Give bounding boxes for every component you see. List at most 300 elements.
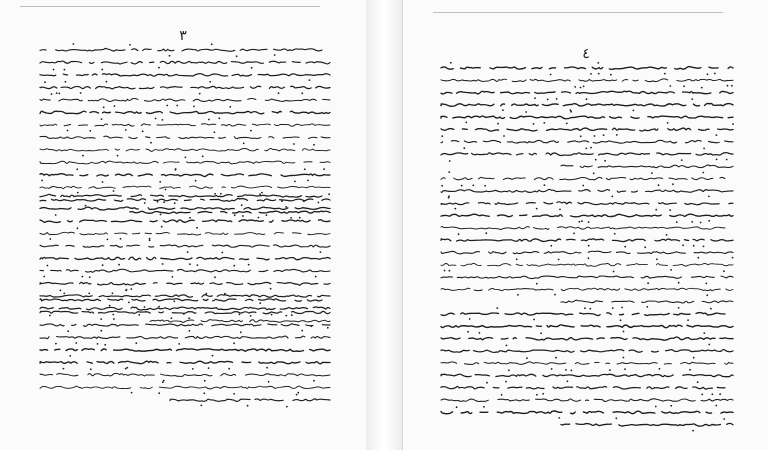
diacritic-dot	[290, 217, 292, 219]
diacritic-dot	[503, 135, 505, 137]
diacritic-dot	[659, 368, 661, 370]
diacritic-dot	[241, 204, 243, 206]
diacritic-dot	[304, 168, 306, 170]
diacritic-dot	[726, 159, 728, 161]
diacritic-dot	[248, 264, 250, 266]
diacritic-dot	[313, 380, 315, 382]
diacritic-dot	[204, 380, 206, 382]
diacritic-dot	[502, 109, 504, 111]
handwritten-line	[441, 325, 733, 328]
diacritic-dot	[647, 282, 649, 284]
right-handwritten-text-block	[403, 0, 768, 450]
diacritic-dot	[274, 54, 276, 56]
handwritten-line	[441, 91, 733, 94]
diacritic-dot	[707, 73, 709, 75]
diacritic-dot	[175, 169, 177, 171]
diacritic-dot	[691, 221, 693, 223]
diacritic-dot	[732, 123, 734, 125]
diacritic-dot	[567, 380, 569, 382]
diacritic-dot	[69, 355, 71, 357]
diacritic-dot	[102, 264, 104, 266]
diacritic-dot	[118, 264, 120, 266]
diacritic-dot	[73, 43, 75, 45]
diacritic-dot	[669, 85, 671, 87]
diacritic-dot	[588, 221, 590, 223]
diacritic-dot	[624, 246, 626, 248]
diacritic-dot	[67, 130, 69, 132]
diacritic-dot	[158, 67, 160, 69]
diacritic-dot	[542, 393, 544, 395]
diacritic-dot	[693, 357, 695, 359]
diacritic-dot	[441, 185, 443, 187]
diacritic-dot	[149, 239, 151, 241]
diacritic-dot	[125, 368, 127, 370]
diacritic-dot	[701, 87, 703, 89]
handwritten-line	[40, 373, 330, 376]
diacritic-dot	[97, 343, 99, 345]
diacritic-dot	[239, 313, 241, 315]
diacritic-dot	[163, 201, 165, 203]
diacritic-dot	[203, 392, 205, 394]
diacritic-dot	[479, 332, 481, 334]
diacritic-dot	[565, 369, 567, 371]
diacritic-dot	[76, 168, 78, 170]
diacritic-dot	[327, 327, 329, 329]
diacritic-dot	[178, 343, 180, 345]
handwritten-line	[40, 295, 330, 298]
diacritic-dot	[162, 381, 164, 383]
diacritic-dot	[497, 123, 499, 125]
diacritic-dot	[55, 343, 57, 345]
diacritic-dot	[218, 117, 220, 119]
diacritic-dot	[583, 86, 585, 88]
diacritic-dot	[610, 74, 612, 76]
diacritic-dot	[160, 214, 162, 216]
handwritten-line	[40, 307, 330, 310]
diacritic-dot	[106, 81, 108, 83]
handwritten-line	[441, 79, 733, 82]
diacritic-dot	[100, 330, 102, 332]
handwritten-line	[561, 300, 733, 303]
diacritic-dot	[155, 118, 157, 120]
handwritten-line	[40, 161, 330, 164]
diacritic-dot	[633, 110, 635, 112]
diacritic-dot	[691, 98, 693, 100]
diacritic-dot	[100, 318, 102, 320]
handwritten-line	[40, 136, 330, 138]
diacritic-dot	[597, 62, 599, 64]
diacritic-dot	[240, 331, 242, 333]
diacritic-dot	[708, 196, 710, 198]
diacritic-dot	[193, 106, 195, 108]
handwritten-line	[40, 324, 330, 327]
diacritic-dot	[158, 392, 160, 394]
diacritic-dot	[200, 405, 202, 407]
diacritic-dot	[43, 276, 45, 278]
diacritic-dot	[163, 380, 165, 382]
diacritic-dot	[189, 263, 191, 265]
diacritic-dot	[214, 276, 216, 278]
diacritic-dot	[189, 217, 191, 219]
handwritten-line	[40, 282, 330, 285]
right-manuscript-page	[402, 0, 768, 450]
handwritten-line	[441, 128, 733, 131]
diacritic-dot	[120, 238, 122, 240]
diacritic-dot	[53, 69, 55, 71]
diacritic-dot	[281, 200, 283, 202]
handwritten-line	[441, 313, 725, 316]
diacritic-dot	[687, 319, 689, 321]
diacritic-dot	[63, 293, 65, 295]
diacritic-dot	[112, 314, 114, 316]
handwritten-line	[441, 362, 733, 365]
diacritic-dot	[113, 318, 115, 320]
book-gutter	[366, 0, 402, 450]
handwritten-line	[561, 165, 733, 168]
diacritic-dot	[508, 369, 510, 371]
diacritic-dot	[104, 344, 106, 346]
diacritic-dot	[703, 246, 705, 248]
diacritic-dot	[710, 308, 712, 310]
diacritic-dot	[166, 105, 168, 107]
diacritic-dot	[126, 367, 128, 369]
handwritten-line	[441, 227, 725, 230]
diacritic-dot	[323, 168, 325, 170]
diacritic-dot	[593, 172, 595, 174]
diacritic-dot	[678, 307, 680, 309]
diacritic-dot	[162, 119, 164, 121]
diacritic-dot	[723, 270, 725, 272]
diacritic-dot	[551, 368, 553, 370]
diacritic-dot	[449, 270, 451, 272]
diacritic-dot	[243, 143, 245, 145]
handwritten-line	[40, 98, 330, 101]
diacritic-dot	[613, 271, 615, 273]
diacritic-dot	[624, 368, 626, 370]
diacritic-dot	[169, 55, 171, 57]
diacritic-dot	[77, 227, 79, 229]
diacritic-dot	[550, 245, 552, 247]
diacritic-dot	[588, 257, 590, 259]
diacritic-dot	[517, 294, 519, 296]
diacritic-dot	[486, 382, 488, 384]
handwritten-line	[150, 320, 330, 323]
diacritic-dot	[150, 142, 152, 144]
diacritic-dot	[291, 314, 293, 316]
handwritten-line	[441, 350, 733, 353]
diacritic-dot	[693, 245, 695, 247]
diacritic-dot	[197, 264, 199, 266]
diacritic-dot	[582, 185, 584, 187]
diacritic-dot	[89, 276, 91, 278]
diacritic-dot	[296, 394, 298, 396]
diacritic-dot	[247, 405, 249, 407]
diacritic-dot	[703, 148, 705, 150]
diacritic-dot	[678, 282, 680, 284]
diacritic-dot	[224, 293, 226, 295]
diacritic-dot	[209, 81, 211, 83]
diacritic-dot	[258, 217, 260, 219]
diacritic-dot	[278, 92, 280, 94]
diacritic-dot	[594, 135, 596, 137]
diacritic-dot	[165, 189, 167, 191]
diacritic-dot	[655, 406, 657, 408]
diacritic-dot	[540, 332, 542, 334]
diacritic-dot	[128, 302, 130, 304]
diacritic-dot	[144, 306, 146, 308]
diacritic-dot	[117, 155, 119, 157]
diacritic-dot	[465, 122, 467, 124]
handwritten-line	[40, 336, 330, 339]
diacritic-dot	[604, 160, 606, 162]
diacritic-dot	[598, 73, 600, 75]
diacritic-dot	[63, 368, 65, 370]
handwritten-line	[441, 386, 725, 389]
diacritic-dot	[299, 217, 301, 219]
handwritten-line	[40, 269, 330, 272]
diacritic-dot	[205, 293, 207, 295]
diacritic-dot	[41, 180, 43, 182]
diacritic-dot	[700, 222, 702, 224]
diacritic-dot	[107, 239, 109, 241]
diacritic-dot	[82, 155, 84, 157]
diacritic-dot	[214, 193, 216, 195]
diacritic-dot	[208, 119, 210, 121]
diacritic-dot	[220, 193, 222, 195]
diacritic-dot	[285, 315, 287, 317]
handwritten-line	[40, 111, 330, 114]
diacritic-dot	[444, 270, 446, 272]
diacritic-dot	[89, 130, 91, 132]
diacritic-dot	[590, 147, 592, 149]
diacritic-dot	[559, 209, 561, 211]
handwritten-line	[441, 140, 733, 143]
diacritic-dot	[697, 381, 699, 383]
diacritic-dot	[505, 381, 507, 383]
diacritic-dot	[233, 393, 235, 395]
top-edge-mark	[433, 12, 723, 13]
diacritic-dot	[172, 276, 174, 278]
diacritic-dot	[188, 317, 190, 319]
diacritic-dot	[536, 208, 538, 210]
diacritic-dot	[609, 369, 611, 371]
diacritic-dot	[44, 81, 46, 83]
diacritic-dot	[199, 93, 201, 95]
diacritic-dot	[318, 202, 320, 204]
diacritic-dot	[655, 209, 657, 211]
diacritic-dot	[651, 172, 653, 174]
diacritic-dot	[214, 131, 216, 133]
diacritic-dot	[683, 85, 685, 87]
handwritten-line	[441, 251, 733, 254]
diacritic-dot	[101, 69, 103, 71]
diacritic-dot	[268, 381, 270, 383]
diacritic-dot	[586, 98, 588, 100]
diacritic-dot	[315, 276, 317, 278]
diacritic-dot	[196, 227, 198, 229]
diacritic-dot	[595, 159, 597, 161]
diacritic-dot	[681, 159, 683, 161]
handwritten-line	[441, 337, 733, 340]
diacritic-dot	[483, 406, 485, 408]
diacritic-dot	[463, 147, 465, 149]
diacritic-dot	[233, 342, 235, 344]
handwritten-line	[40, 74, 330, 77]
diacritic-dot	[309, 79, 311, 81]
diacritic-dot	[715, 405, 717, 407]
handwritten-line	[40, 48, 322, 51]
diacritic-dot	[714, 73, 716, 75]
left-manuscript-page	[0, 0, 367, 450]
diacritic-dot	[697, 257, 699, 259]
diacritic-dot	[192, 368, 194, 370]
diacritic-dot	[732, 257, 734, 259]
handwritten-line	[40, 198, 330, 201]
diacritic-dot	[56, 92, 58, 94]
diacritic-dot	[202, 155, 204, 157]
diacritic-dot	[620, 319, 622, 321]
handwritten-line	[40, 386, 330, 389]
diacritic-dot	[723, 418, 725, 420]
diacritic-dot	[616, 134, 618, 136]
diacritic-dot	[664, 73, 666, 75]
diacritic-dot	[328, 193, 330, 195]
diacritic-dot	[212, 355, 214, 357]
diacritic-dot	[303, 200, 305, 202]
diacritic-dot	[189, 330, 191, 332]
handwritten-line	[441, 202, 733, 205]
diacritic-dot	[708, 344, 710, 346]
diacritic-dot	[621, 307, 623, 309]
diacritic-dot	[467, 331, 469, 333]
diacritic-dot	[261, 192, 263, 194]
diacritic-dot	[162, 263, 164, 265]
diacritic-dot	[656, 258, 658, 260]
diacritic-dot	[49, 238, 51, 240]
diacritic-dot	[271, 314, 273, 316]
handwritten-line	[40, 174, 330, 177]
top-edge-mark	[20, 6, 320, 7]
diacritic-dot	[144, 202, 146, 204]
diacritic-dot	[667, 122, 669, 124]
diacritic-dot	[441, 135, 443, 137]
diacritic-dot	[484, 185, 486, 187]
diacritic-dot	[558, 259, 560, 261]
diacritic-dot	[536, 394, 538, 396]
diacritic-dot	[138, 314, 140, 316]
handwritten-line	[441, 116, 733, 119]
diacritic-dot	[731, 85, 733, 87]
handwritten-line	[441, 103, 733, 106]
diacritic-dot	[534, 97, 536, 99]
diacritic-dot	[142, 130, 144, 132]
diacritic-dot	[501, 394, 503, 396]
diacritic-dot	[301, 92, 303, 94]
diacritic-dot	[544, 184, 546, 186]
handwritten-line	[40, 124, 330, 127]
diacritic-dot	[536, 283, 538, 285]
diacritic-dot	[615, 417, 617, 419]
diacritic-dot	[82, 276, 84, 278]
handwritten-line	[561, 423, 733, 426]
diacritic-dot	[689, 369, 691, 371]
diacritic-dot	[719, 393, 721, 395]
handwritten-line	[441, 177, 725, 179]
diacritic-dot	[672, 183, 674, 185]
handwritten-line	[40, 349, 330, 352]
diacritic-dot	[159, 181, 161, 183]
handwritten-line	[40, 86, 330, 89]
diacritic-dot	[112, 292, 114, 294]
diacritic-dot	[727, 85, 729, 87]
diacritic-dot	[221, 252, 223, 254]
diacritic-dot	[234, 214, 236, 216]
diacritic-dot	[88, 293, 90, 295]
diacritic-dot	[506, 345, 508, 347]
diacritic-dot	[301, 330, 303, 332]
diacritic-dot	[259, 193, 261, 195]
diacritic-dot	[266, 367, 268, 369]
diacritic-dot	[171, 317, 173, 319]
diacritic-dot	[176, 105, 178, 107]
diacritic-dot	[584, 307, 586, 309]
diacritic-dot	[307, 180, 309, 182]
diacritic-dot	[187, 251, 189, 253]
handwritten-line	[441, 374, 733, 377]
diacritic-dot	[90, 368, 92, 370]
diacritic-dot	[195, 180, 197, 182]
diacritic-dot	[558, 417, 560, 419]
diacritic-dot	[706, 294, 708, 296]
diacritic-dot	[449, 160, 451, 162]
diacritic-dot	[65, 81, 67, 83]
diacritic-dot	[580, 135, 582, 137]
diacritic-dot	[461, 185, 463, 187]
diacritic-dot	[85, 205, 87, 207]
diacritic-dot	[456, 406, 458, 408]
diacritic-dot	[658, 184, 660, 186]
diacritic-dot	[472, 185, 474, 187]
diacritic-dot	[603, 134, 605, 136]
diacritic-dot	[259, 302, 261, 304]
diacritic-dot	[294, 181, 296, 183]
diacritic-dot	[525, 111, 527, 113]
diacritic-dot	[135, 342, 137, 344]
handwritten-line	[40, 361, 330, 364]
diacritic-dot	[574, 86, 576, 88]
diacritic-dot	[158, 306, 160, 308]
handwritten-line	[441, 239, 733, 242]
diacritic-dot	[666, 234, 668, 236]
diacritic-dot	[49, 315, 51, 317]
diacritic-dot	[55, 214, 57, 216]
handwritten-line	[441, 276, 733, 279]
diacritic-dot	[555, 357, 557, 359]
diacritic-dot	[702, 172, 704, 174]
diacritic-dot	[80, 92, 82, 94]
diacritic-dot	[173, 300, 175, 302]
diacritic-dot	[485, 232, 487, 234]
diacritic-dot	[103, 106, 105, 108]
diacritic-dot	[581, 220, 583, 222]
diacritic-dot	[75, 342, 77, 344]
diacritic-dot	[682, 244, 684, 246]
diacritic-dot	[285, 206, 287, 208]
diacritic-dot	[547, 99, 549, 101]
diacritic-dot	[614, 233, 616, 235]
diacritic-dot	[533, 319, 535, 321]
diacritic-dot	[611, 196, 613, 198]
